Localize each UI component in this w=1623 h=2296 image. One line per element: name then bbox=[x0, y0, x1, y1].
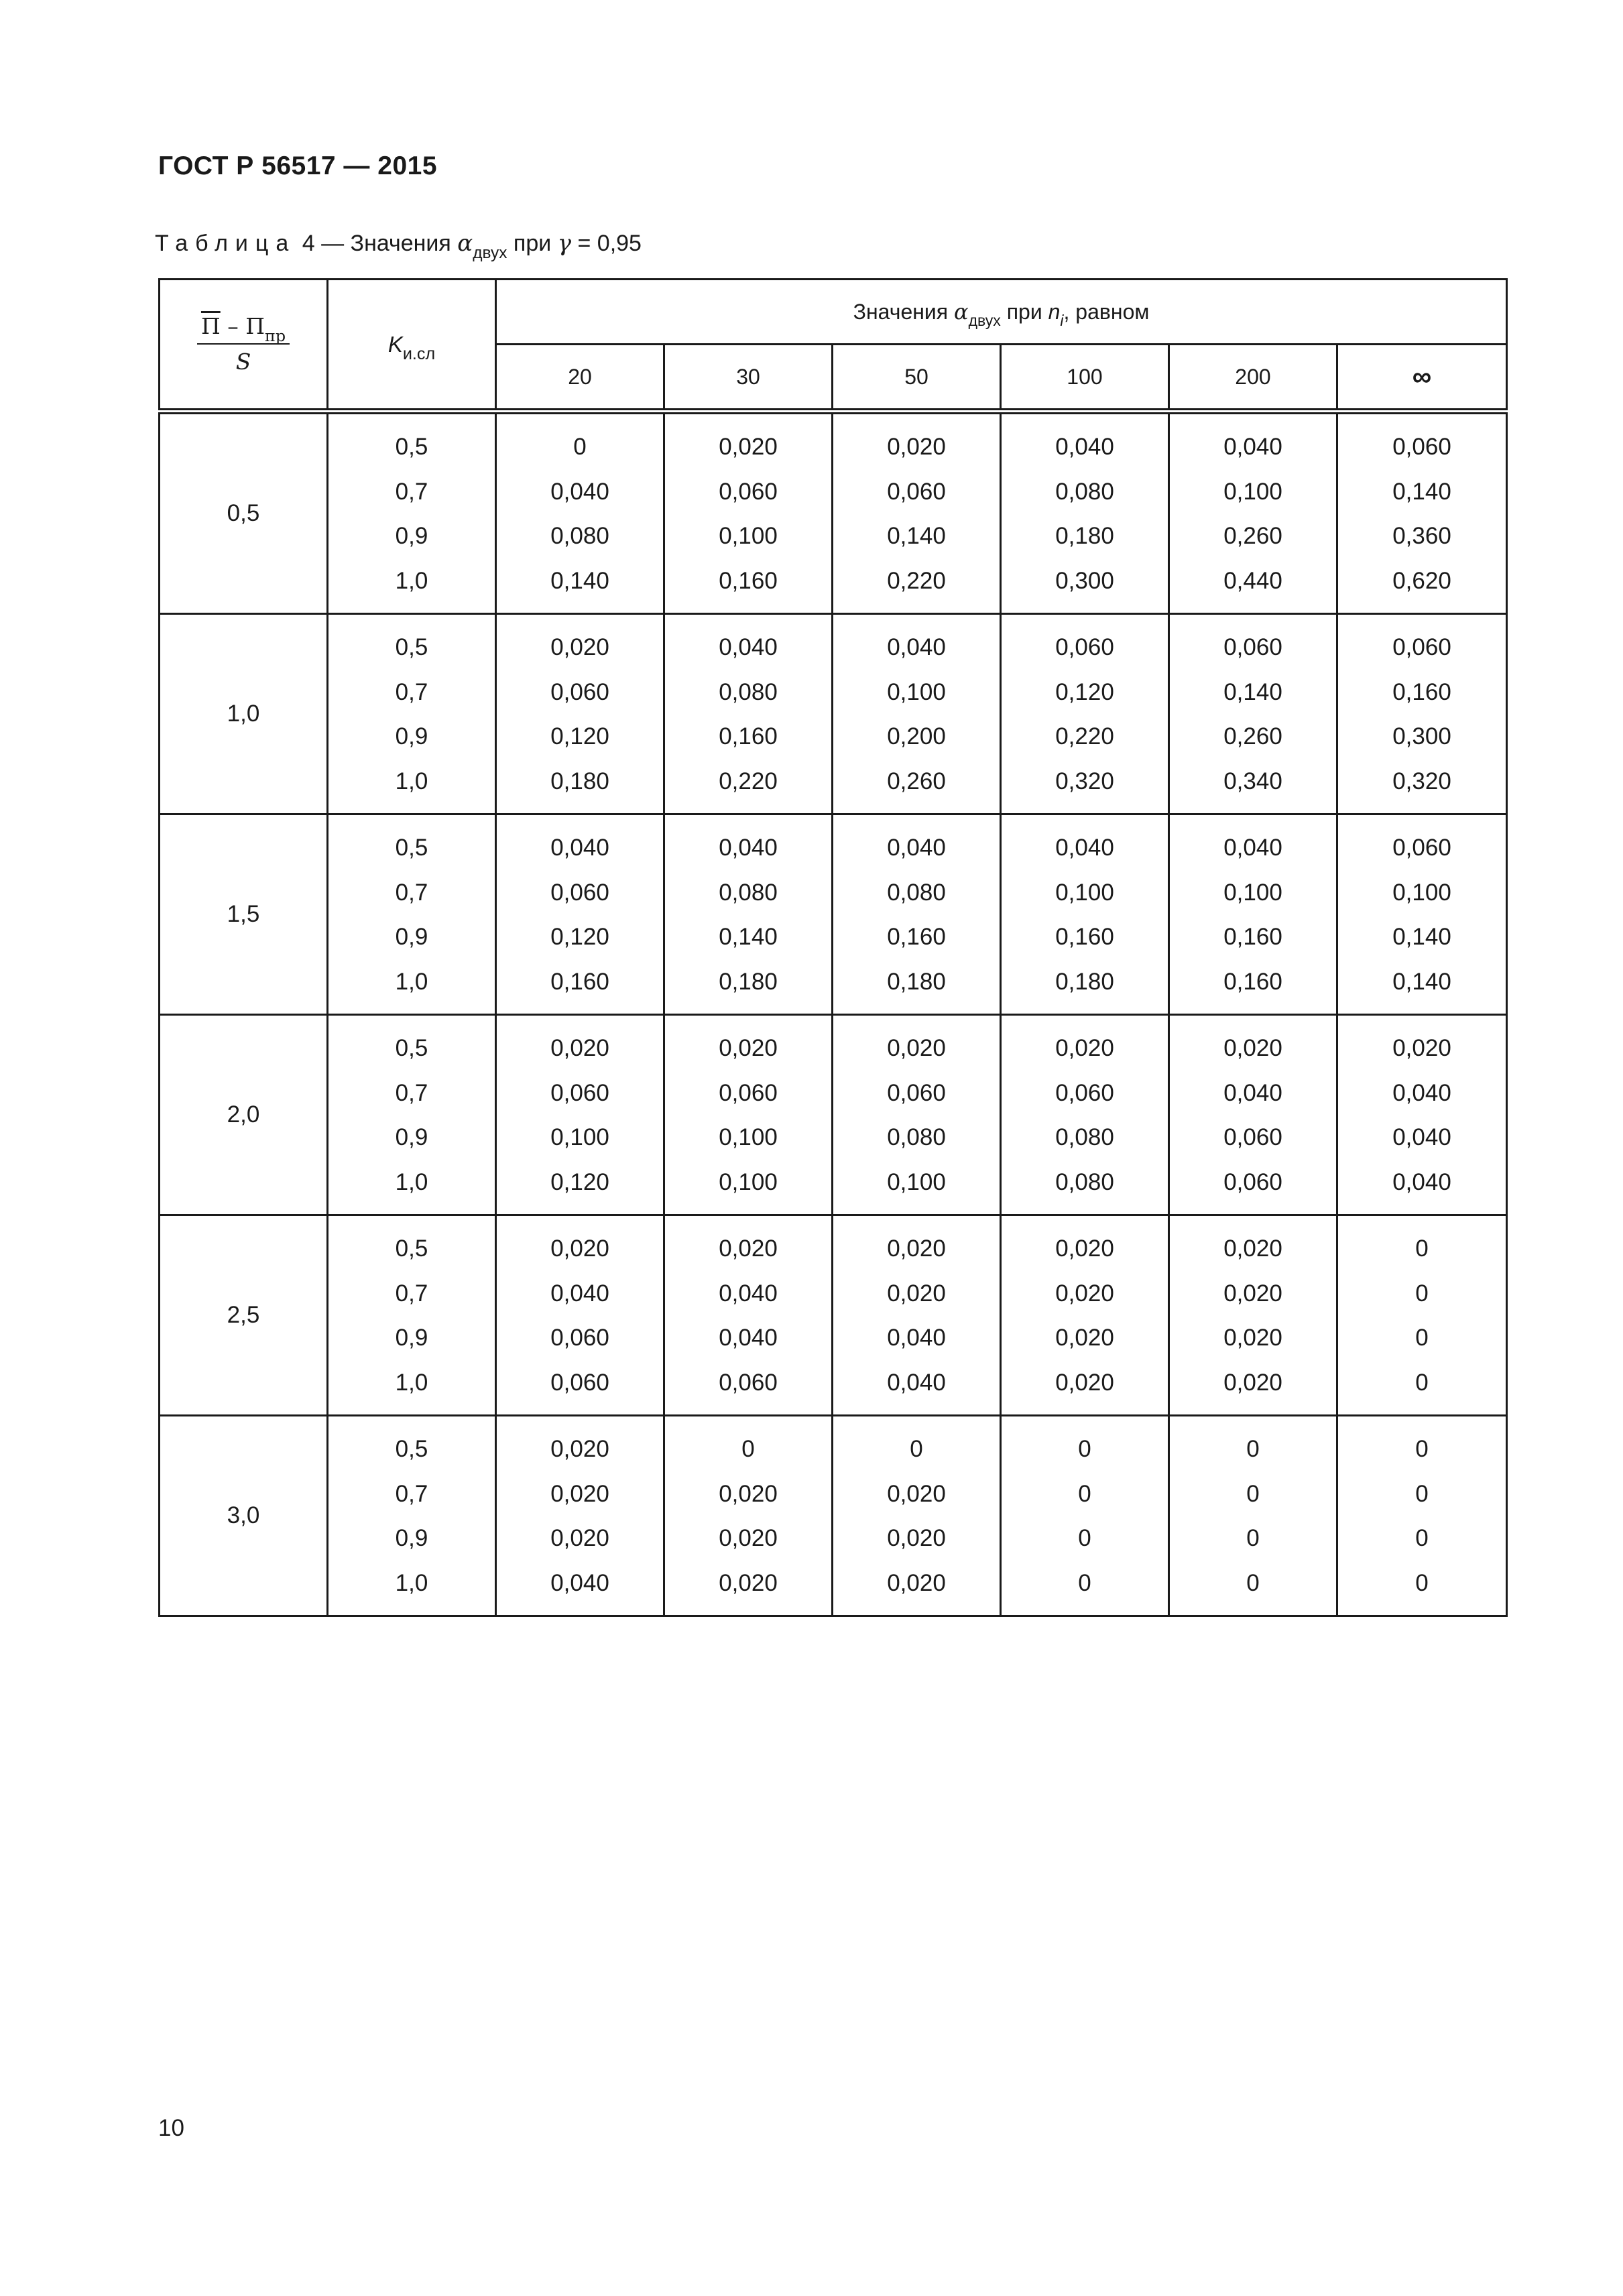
k-value: 0,7 bbox=[395, 1079, 428, 1106]
alpha-value: 0,020 bbox=[719, 1035, 778, 1061]
alpha-value: 0,180 bbox=[887, 968, 946, 995]
k-value: 0,5 bbox=[395, 1235, 428, 1262]
alpha-values-cell bbox=[833, 1015, 1001, 1215]
alpha-value: 0,020 bbox=[719, 1525, 778, 1551]
table-row bbox=[160, 614, 1507, 814]
alpha-value: 0 bbox=[741, 1436, 755, 1462]
alpha-value: 0,060 bbox=[719, 1079, 778, 1106]
alpha-value: 0,080 bbox=[1055, 1168, 1114, 1195]
alpha-value: 0,040 bbox=[550, 1280, 609, 1307]
fraction-denominator: S bbox=[235, 349, 251, 375]
alpha-value: 0,060 bbox=[550, 879, 609, 906]
k-value: 0,9 bbox=[395, 1525, 428, 1551]
numerator-subscript: пр bbox=[265, 326, 286, 345]
span-alpha-subscript: двух bbox=[968, 312, 1001, 330]
alpha-value: 0,100 bbox=[1223, 879, 1282, 906]
alpha-value: 0,060 bbox=[1223, 1124, 1282, 1150]
k-value: 0,9 bbox=[395, 523, 428, 549]
alpha-value: 0,120 bbox=[550, 723, 609, 749]
alpha-value: 0,020 bbox=[1223, 1235, 1282, 1262]
k-value: 0,9 bbox=[395, 1325, 428, 1351]
alpha-value: 0 bbox=[1078, 1525, 1091, 1551]
caption-gamma-symbol: γ bbox=[557, 230, 572, 257]
alpha-value: 0,020 bbox=[1223, 1325, 1282, 1351]
alpha-value: 0,060 bbox=[550, 678, 609, 705]
alpha-value: 0,040 bbox=[1223, 434, 1282, 460]
alpha-values-cell bbox=[496, 1215, 664, 1416]
alpha-values-cell bbox=[1337, 814, 1507, 1015]
k-value: 1,0 bbox=[395, 567, 428, 594]
caption-gamma-value: = 0,95 bbox=[571, 231, 642, 256]
alpha-values-cell bbox=[1001, 1215, 1169, 1416]
alpha-value: 0,160 bbox=[1223, 968, 1282, 995]
alpha-values-cell bbox=[833, 614, 1001, 814]
alpha-values-cell bbox=[833, 1215, 1001, 1416]
alpha-value: 0,220 bbox=[719, 768, 778, 794]
caption-text: 4 — Значения bbox=[296, 231, 458, 256]
alpha-value: 0,020 bbox=[1223, 1035, 1282, 1061]
alpha-value: 0 bbox=[1415, 1235, 1429, 1262]
alpha-value: 0 bbox=[1415, 1480, 1429, 1507]
alpha-values-cell bbox=[664, 1416, 833, 1616]
k-symbol: K bbox=[387, 331, 403, 357]
alpha-values-cell bbox=[1337, 614, 1507, 814]
alpha-value: 0,060 bbox=[1055, 1079, 1114, 1106]
alpha-value: 0,100 bbox=[887, 678, 946, 705]
column-header: 20 bbox=[496, 345, 664, 412]
alpha-value: 0,040 bbox=[1392, 1124, 1451, 1150]
alpha-value: 0,180 bbox=[550, 768, 609, 794]
k-value: 0,5 bbox=[395, 835, 428, 861]
alpha-value: 0,160 bbox=[719, 567, 778, 594]
k-values-cell bbox=[328, 412, 496, 614]
alpha-value: 0 bbox=[1246, 1569, 1260, 1596]
span-n-symbol: n bbox=[1048, 300, 1061, 324]
alpha-value: 0,140 bbox=[1223, 678, 1282, 705]
alpha-values-cell bbox=[1337, 1416, 1507, 1616]
alpha-value: 0,020 bbox=[719, 1235, 778, 1262]
alpha-value: 0,060 bbox=[550, 1079, 609, 1106]
alpha-value: 0 bbox=[1415, 1280, 1429, 1307]
alpha-value: 0,160 bbox=[550, 968, 609, 995]
alpha-value: 0,120 bbox=[550, 1168, 609, 1195]
k-value: 0,9 bbox=[395, 924, 428, 950]
alpha-value: 0,040 bbox=[719, 634, 778, 660]
alpha-value: 0,340 bbox=[1223, 768, 1282, 794]
alpha-value: 0,100 bbox=[1223, 478, 1282, 505]
alpha-value: 0,020 bbox=[1055, 1369, 1114, 1396]
table-row bbox=[160, 814, 1507, 1015]
alpha-value: 0,040 bbox=[1392, 1168, 1451, 1195]
alpha-value: 0,040 bbox=[1055, 835, 1114, 861]
alpha-values-cell bbox=[1169, 412, 1337, 614]
column-header: 50 bbox=[833, 345, 1001, 412]
alpha-value: 0 bbox=[1246, 1436, 1260, 1462]
group-label-cell: 2,0 bbox=[160, 1015, 328, 1215]
alpha-value: 0,160 bbox=[887, 924, 946, 950]
alpha-value: 0,020 bbox=[1055, 1035, 1114, 1061]
alpha-value: 0,140 bbox=[1392, 478, 1451, 505]
table-row bbox=[160, 1416, 1507, 1616]
alpha-value: 0,180 bbox=[1055, 523, 1114, 549]
alpha-value: 0,020 bbox=[1055, 1235, 1114, 1262]
table-caption bbox=[155, 230, 642, 263]
alpha-value: 0 bbox=[1415, 1369, 1429, 1396]
alpha-value: 0,020 bbox=[550, 1235, 609, 1262]
k-value: 0,7 bbox=[395, 678, 428, 705]
alpha-value: 0,060 bbox=[887, 478, 946, 505]
k-value: 0,9 bbox=[395, 1124, 428, 1150]
alpha-values-cell bbox=[1001, 1015, 1169, 1215]
alpha-value: 0,120 bbox=[1055, 678, 1114, 705]
alpha-value: 0,100 bbox=[719, 523, 778, 549]
caption-alpha-symbol: α bbox=[457, 230, 473, 257]
alpha-value: 0,160 bbox=[1223, 924, 1282, 950]
alpha-values-cell bbox=[1337, 1015, 1507, 1215]
alpha-value: 0,220 bbox=[1055, 723, 1114, 749]
alpha-values-cell bbox=[664, 614, 833, 814]
alpha-value: 0,060 bbox=[1223, 634, 1282, 660]
span-alpha-symbol: α bbox=[954, 299, 969, 324]
alpha-values-cell bbox=[664, 1215, 833, 1416]
alpha-value: 0,060 bbox=[1392, 434, 1451, 460]
alpha-value: 0,020 bbox=[550, 634, 609, 660]
k-value: 1,0 bbox=[395, 1569, 428, 1596]
alpha-value: 0,040 bbox=[1055, 434, 1114, 460]
k-values-cell bbox=[328, 814, 496, 1015]
alpha-value: 0,060 bbox=[887, 1079, 946, 1106]
alpha-value: 0,160 bbox=[1392, 678, 1451, 705]
caption-alpha-subscript: двух bbox=[473, 244, 507, 263]
alpha-values-cell bbox=[1001, 614, 1169, 814]
alpha-value: 0,220 bbox=[887, 567, 946, 594]
alpha-value: 0,180 bbox=[1055, 968, 1114, 995]
alpha-value: 0,040 bbox=[719, 1280, 778, 1307]
alpha-value: 0,020 bbox=[1055, 1325, 1114, 1351]
alpha-value: 0,100 bbox=[1055, 879, 1114, 906]
alpha-value: 0,620 bbox=[1392, 567, 1451, 594]
alpha-value: 0,440 bbox=[1223, 567, 1282, 594]
column-header: 30 bbox=[664, 345, 833, 412]
alpha-value: 0,020 bbox=[1223, 1280, 1282, 1307]
alpha-value: 0,040 bbox=[887, 1325, 946, 1351]
alpha-value: 0,080 bbox=[887, 1124, 946, 1150]
alpha-values-cell bbox=[664, 814, 833, 1015]
k-values-cell bbox=[328, 1416, 496, 1616]
alpha-value: 0,300 bbox=[1055, 567, 1114, 594]
alpha-values-cell bbox=[496, 1416, 664, 1616]
alpha-value: 0 bbox=[1415, 1325, 1429, 1351]
alpha-value: 0 bbox=[910, 1436, 923, 1462]
alpha-value: 0,040 bbox=[887, 1369, 946, 1396]
alpha-value: 0,260 bbox=[1223, 723, 1282, 749]
alpha-values-cell bbox=[833, 412, 1001, 614]
deviation-ratio-fraction bbox=[197, 313, 290, 375]
alpha-value: 0,300 bbox=[1392, 723, 1451, 749]
alpha-value: 0,140 bbox=[1392, 968, 1451, 995]
alpha-value: 0,020 bbox=[887, 1480, 946, 1507]
fraction-numerator bbox=[197, 313, 290, 345]
k-value: 0,7 bbox=[395, 1280, 428, 1307]
numerator-mean-symbol: П bbox=[200, 313, 221, 339]
alpha-value: 0,040 bbox=[1223, 1079, 1282, 1106]
alpha-values-cell bbox=[1169, 814, 1337, 1015]
alpha-values-cell bbox=[1001, 1416, 1169, 1616]
span-pri: при bbox=[1000, 300, 1048, 324]
alpha-value: 0,020 bbox=[1392, 1035, 1451, 1061]
alpha-value: 0,140 bbox=[719, 924, 778, 950]
k-value: 0,7 bbox=[395, 478, 428, 505]
alpha-value: 0,040 bbox=[887, 835, 946, 861]
k-value: 1,0 bbox=[395, 1168, 428, 1195]
alpha-value: 0,080 bbox=[550, 523, 609, 549]
alpha-value: 0 bbox=[1078, 1569, 1091, 1596]
alpha-value: 0,020 bbox=[887, 434, 946, 460]
alpha-value: 0,100 bbox=[550, 1124, 609, 1150]
alpha-values-cell bbox=[496, 1015, 664, 1215]
alpha-value: 0 bbox=[1246, 1480, 1260, 1507]
alpha-values-cell bbox=[833, 814, 1001, 1015]
alpha-value: 0,020 bbox=[550, 1525, 609, 1551]
alpha-value: 0,360 bbox=[1392, 523, 1451, 549]
k-subscript: и.сл bbox=[402, 344, 436, 363]
group-label-cell: 2,5 bbox=[160, 1215, 328, 1416]
alpha-value: 0,100 bbox=[719, 1124, 778, 1150]
group-label-cell: 3,0 bbox=[160, 1416, 328, 1616]
alpha-value: 0 bbox=[1078, 1436, 1091, 1462]
alpha-value: 0 bbox=[1415, 1436, 1429, 1462]
alpha-value: 0,020 bbox=[719, 1569, 778, 1596]
alpha-value: 0 bbox=[1415, 1525, 1429, 1551]
document-header: ГОСТ Р 56517 — 2015 bbox=[158, 152, 438, 180]
alpha-value: 0,020 bbox=[550, 1436, 609, 1462]
caption-pri: при bbox=[507, 231, 558, 256]
alpha-values-table bbox=[158, 278, 1508, 1617]
k-value: 1,0 bbox=[395, 1369, 428, 1396]
alpha-value: 0,080 bbox=[719, 678, 778, 705]
alpha-value: 0,160 bbox=[719, 723, 778, 749]
alpha-value: 0,040 bbox=[1223, 835, 1282, 861]
alpha-value: 0,020 bbox=[550, 1035, 609, 1061]
column-header: 200 bbox=[1169, 345, 1337, 412]
alpha-value: 0,060 bbox=[550, 1325, 609, 1351]
group-label-cell: 1,0 bbox=[160, 614, 328, 814]
alpha-values-cell bbox=[1169, 1015, 1337, 1215]
alpha-values-cell bbox=[1169, 1416, 1337, 1616]
k-values-cell bbox=[328, 1215, 496, 1416]
table-body bbox=[160, 412, 1507, 1616]
alpha-value: 0,180 bbox=[719, 968, 778, 995]
alpha-value: 0,060 bbox=[719, 478, 778, 505]
k-value: 0,5 bbox=[395, 1035, 428, 1061]
table-row bbox=[160, 412, 1507, 614]
alpha-value: 0,200 bbox=[887, 723, 946, 749]
alpha-value: 0,260 bbox=[1223, 523, 1282, 549]
alpha-values-cell bbox=[1337, 412, 1507, 614]
span-prefix: Значения bbox=[853, 300, 954, 324]
k-value: 1,0 bbox=[395, 968, 428, 995]
table-row bbox=[160, 1015, 1507, 1215]
caption-table-word: Таблица bbox=[155, 231, 296, 256]
page-number: 10 bbox=[158, 2115, 184, 2141]
alpha-value: 0,060 bbox=[1055, 634, 1114, 660]
alpha-value: 0,060 bbox=[1223, 1168, 1282, 1195]
alpha-value: 0,040 bbox=[1392, 1079, 1451, 1106]
header-deviation-ratio bbox=[160, 280, 328, 412]
alpha-values-cell bbox=[1337, 1215, 1507, 1416]
alpha-value: 0,020 bbox=[719, 1480, 778, 1507]
k-value: 0,5 bbox=[395, 1436, 428, 1462]
alpha-value: 0,020 bbox=[887, 1569, 946, 1596]
alpha-value: 0,140 bbox=[887, 523, 946, 549]
alpha-value: 0,080 bbox=[1055, 478, 1114, 505]
alpha-value: 0,320 bbox=[1392, 768, 1451, 794]
alpha-value: 0,020 bbox=[550, 1480, 609, 1507]
alpha-values-cell bbox=[1001, 412, 1169, 614]
alpha-value: 0,020 bbox=[719, 434, 778, 460]
header-alpha-values-span bbox=[496, 280, 1507, 345]
column-header: 100 bbox=[1001, 345, 1169, 412]
alpha-value: 0,060 bbox=[719, 1369, 778, 1396]
alpha-values-cell bbox=[664, 412, 833, 614]
alpha-value: 0 bbox=[1246, 1525, 1260, 1551]
alpha-values-cell bbox=[1169, 614, 1337, 814]
alpha-value: 0,260 bbox=[887, 768, 946, 794]
alpha-value: 0,020 bbox=[887, 1235, 946, 1262]
group-label-cell: 1,5 bbox=[160, 814, 328, 1015]
table-row bbox=[160, 1215, 1507, 1416]
alpha-values-cell bbox=[496, 814, 664, 1015]
alpha-value: 0,020 bbox=[887, 1280, 946, 1307]
group-label-cell: 0,5 bbox=[160, 412, 328, 614]
alpha-values-cell bbox=[1001, 814, 1169, 1015]
alpha-value: 0,040 bbox=[887, 634, 946, 660]
alpha-value: 0 bbox=[1078, 1480, 1091, 1507]
k-value: 0,5 bbox=[395, 634, 428, 660]
numerator-minus: – П bbox=[220, 313, 265, 339]
alpha-values-cell bbox=[664, 1015, 833, 1215]
alpha-value: 0,040 bbox=[719, 835, 778, 861]
alpha-value: 0 bbox=[573, 434, 587, 460]
k-value: 0,5 bbox=[395, 434, 428, 460]
span-suffix: , равном bbox=[1063, 300, 1150, 324]
alpha-value: 0,100 bbox=[887, 1168, 946, 1195]
alpha-value: 0,100 bbox=[1392, 879, 1451, 906]
alpha-value: 0,080 bbox=[887, 879, 946, 906]
alpha-value: 0,020 bbox=[1055, 1280, 1114, 1307]
alpha-value: 0 bbox=[1415, 1569, 1429, 1596]
alpha-value: 0,320 bbox=[1055, 768, 1114, 794]
alpha-values-cell bbox=[496, 614, 664, 814]
k-value: 0,7 bbox=[395, 1480, 428, 1507]
alpha-value: 0,160 bbox=[1055, 924, 1114, 950]
alpha-values-cell bbox=[1169, 1215, 1337, 1416]
column-header-infinity: ∞ bbox=[1337, 345, 1507, 412]
alpha-values-cell bbox=[833, 1416, 1001, 1616]
alpha-value: 0,020 bbox=[1223, 1369, 1282, 1396]
k-value: 0,7 bbox=[395, 879, 428, 906]
alpha-values-cell bbox=[496, 412, 664, 614]
header-k-coefficient bbox=[328, 280, 496, 412]
k-values-cell bbox=[328, 614, 496, 814]
alpha-value: 0,040 bbox=[550, 1569, 609, 1596]
k-value: 0,9 bbox=[395, 723, 428, 749]
alpha-value: 0,020 bbox=[887, 1035, 946, 1061]
alpha-value: 0,140 bbox=[1392, 924, 1451, 950]
k-values-cell bbox=[328, 1015, 496, 1215]
alpha-value: 0,080 bbox=[1055, 1124, 1114, 1150]
alpha-value: 0,120 bbox=[550, 924, 609, 950]
alpha-value: 0,100 bbox=[719, 1168, 778, 1195]
alpha-value: 0,040 bbox=[719, 1325, 778, 1351]
alpha-value: 0,020 bbox=[887, 1525, 946, 1551]
k-value: 1,0 bbox=[395, 768, 428, 794]
alpha-value: 0,040 bbox=[550, 478, 609, 505]
alpha-value: 0,060 bbox=[1392, 634, 1451, 660]
alpha-value: 0,140 bbox=[550, 567, 609, 594]
span-n-subscript: i bbox=[1060, 312, 1064, 330]
alpha-value: 0,080 bbox=[719, 879, 778, 906]
alpha-value: 0,060 bbox=[550, 1369, 609, 1396]
alpha-value: 0,060 bbox=[1392, 835, 1451, 861]
alpha-value: 0,040 bbox=[550, 835, 609, 861]
